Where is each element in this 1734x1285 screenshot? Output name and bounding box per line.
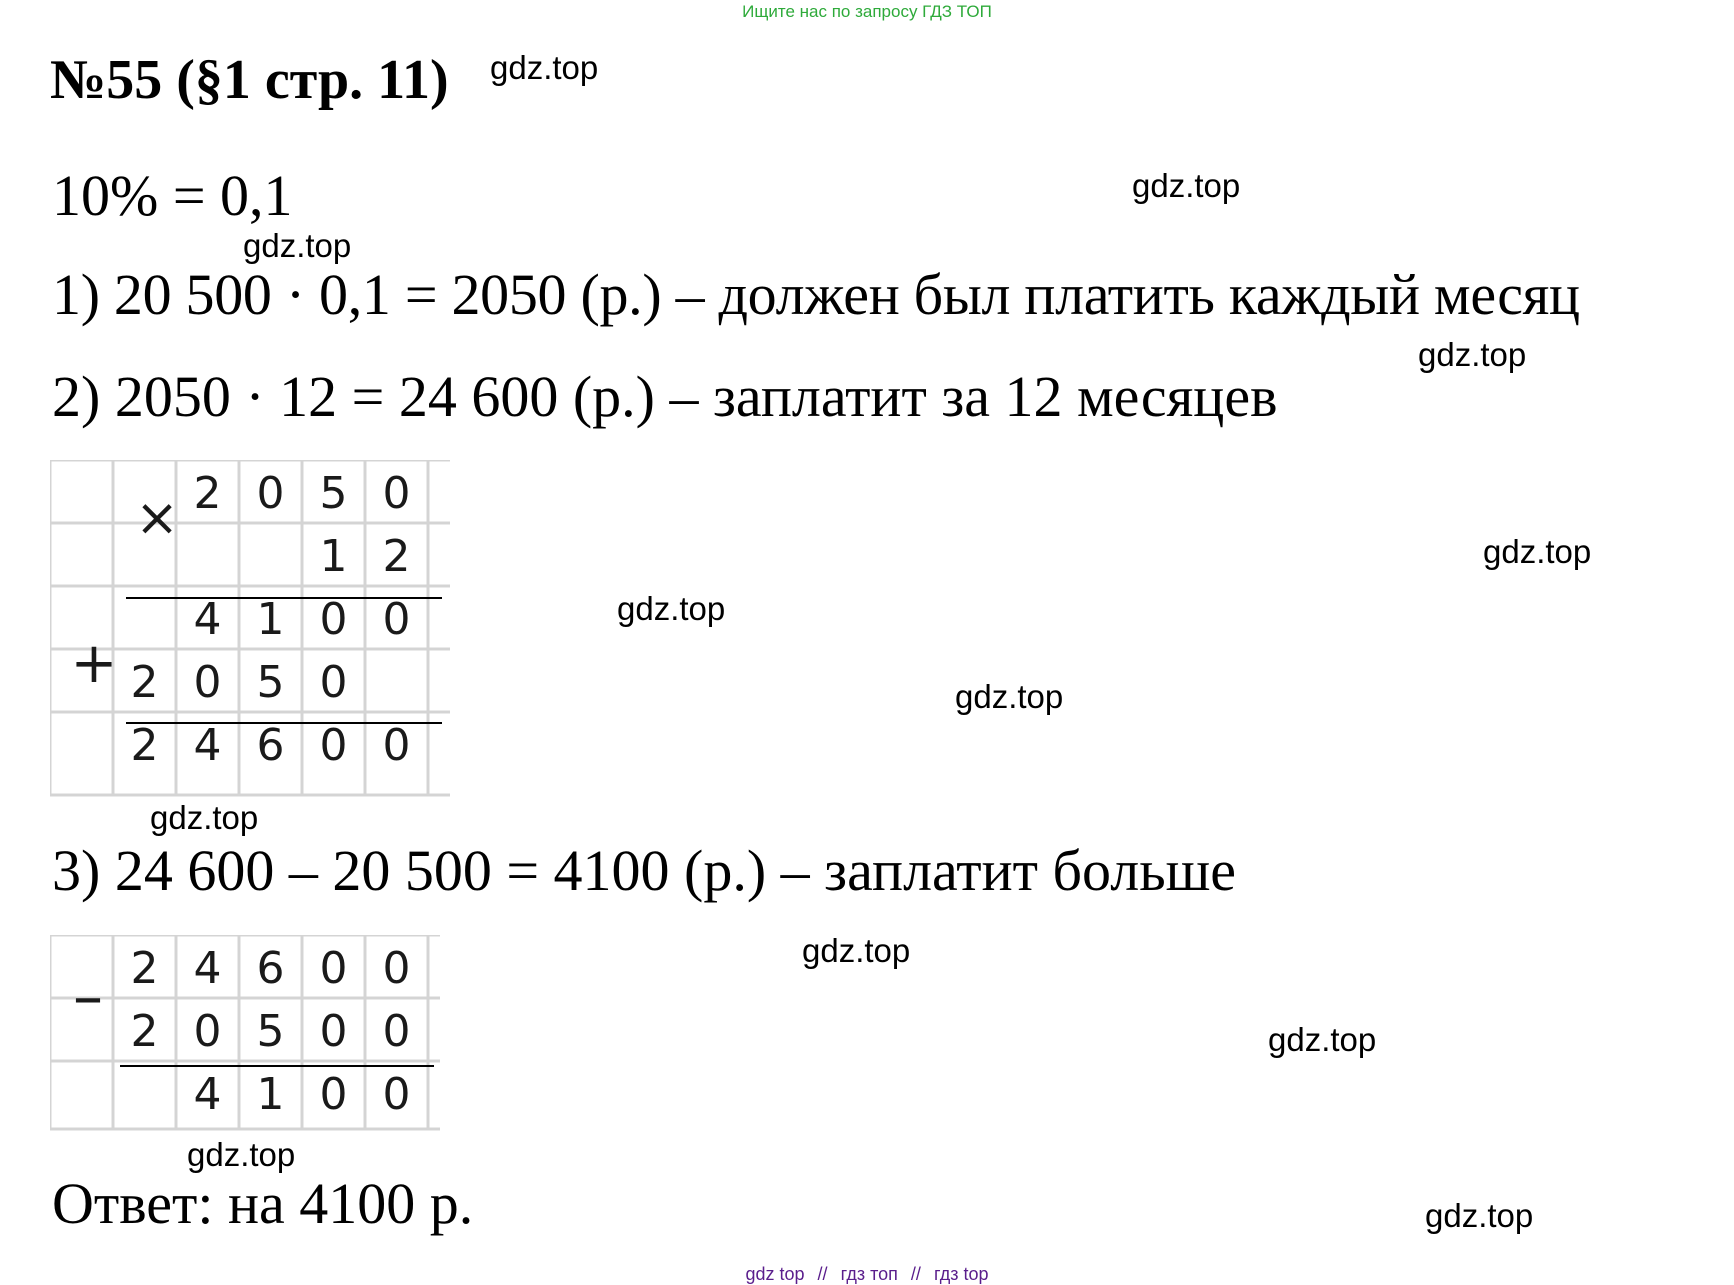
multiplication-grid [50,460,455,800]
step-3: 3) 24 600 – 20 500 = 4100 (р.) – заплатит больше [52,838,1237,903]
footer-separator: // [910,1264,921,1284]
digit-cell: 0 [319,1069,348,1120]
watermark: gdz.top [955,678,1064,715]
watermark: gdz.top [1425,1197,1534,1234]
watermark: gdz.top [617,590,726,627]
digit-cell: 0 [382,1006,411,1057]
digit-cell: 1 [319,531,348,582]
digit-cell: 4 [193,594,222,645]
digit-cell: 1 [256,594,285,645]
step-1: 1) 20 500 · 0,1 = 2050 (р.) – должен был платить каждый месяц [52,262,1580,327]
digit-cell: 5 [256,657,285,708]
subtraction-digits [131,943,411,1120]
digit-cell: 6 [256,943,285,994]
watermark: gdz.top [802,932,911,969]
digit-cell: 0 [319,1006,348,1057]
digit-cell: 0 [193,1006,222,1057]
footer-link[interactable]: гдз top [933,1264,989,1284]
footer-links [0,1264,1734,1285]
top-banner: Ищите нас по запросу ГДЗ ТОП [742,2,992,21]
digit-cell: 0 [319,657,348,708]
digit-cell: 0 [382,594,411,645]
digit-cell: 0 [382,1069,411,1120]
footer-separator: // [817,1264,828,1284]
digit-cell: 0 [319,943,348,994]
answer: Ответ: на 4100 р. [52,1171,474,1236]
footer-link[interactable]: гдз топ [840,1264,898,1284]
digit-cell: 4 [193,720,222,771]
watermark: gdz.top [150,799,259,836]
digit-cell: 4 [193,1069,222,1120]
digit-cell: 2 [130,1006,159,1057]
watermark: gdz.top [243,227,352,264]
grid-lines [50,935,440,1129]
digit-cell: 6 [256,720,285,771]
plus-sign: + [70,631,118,696]
digit-cell: 5 [319,468,348,519]
digit-cell: 0 [382,720,411,771]
minus-sign: – [73,962,103,1032]
watermark: gdz.top [1483,533,1592,570]
digit-cell: 0 [382,468,411,519]
digit-cell: 4 [193,943,222,994]
digit-cell: 0 [319,720,348,771]
digit-cell: 2 [130,720,159,771]
digit-cell: 2 [130,657,159,708]
digit-cell: 2 [193,468,222,519]
footer-link[interactable]: gdz top [745,1264,805,1284]
watermark: gdz.top [1132,167,1241,204]
subtraction-grid [50,935,445,1135]
multiply-sign: × [135,488,179,548]
digit-cell: 5 [256,1006,285,1057]
digit-cell: 0 [193,657,222,708]
percent-conversion: 10% = 0,1 [52,163,293,228]
step-2: 2) 2050 · 12 = 24 600 (р.) – заплатит за 12 месяцев [52,364,1278,429]
digit-cell: 0 [382,943,411,994]
watermark: gdz.top [1268,1021,1377,1058]
watermark: gdz.top [490,49,599,86]
problem-title: №55 (§1 стр. 11) [50,49,449,111]
digit-cell: 1 [256,1069,285,1120]
watermark: gdz.top [187,1136,296,1173]
digit-cell: 2 [130,943,159,994]
digit-cell: 0 [319,594,348,645]
digit-cell: 0 [256,468,285,519]
watermark: gdz.top [1418,336,1527,373]
digit-cell: 2 [382,531,411,582]
